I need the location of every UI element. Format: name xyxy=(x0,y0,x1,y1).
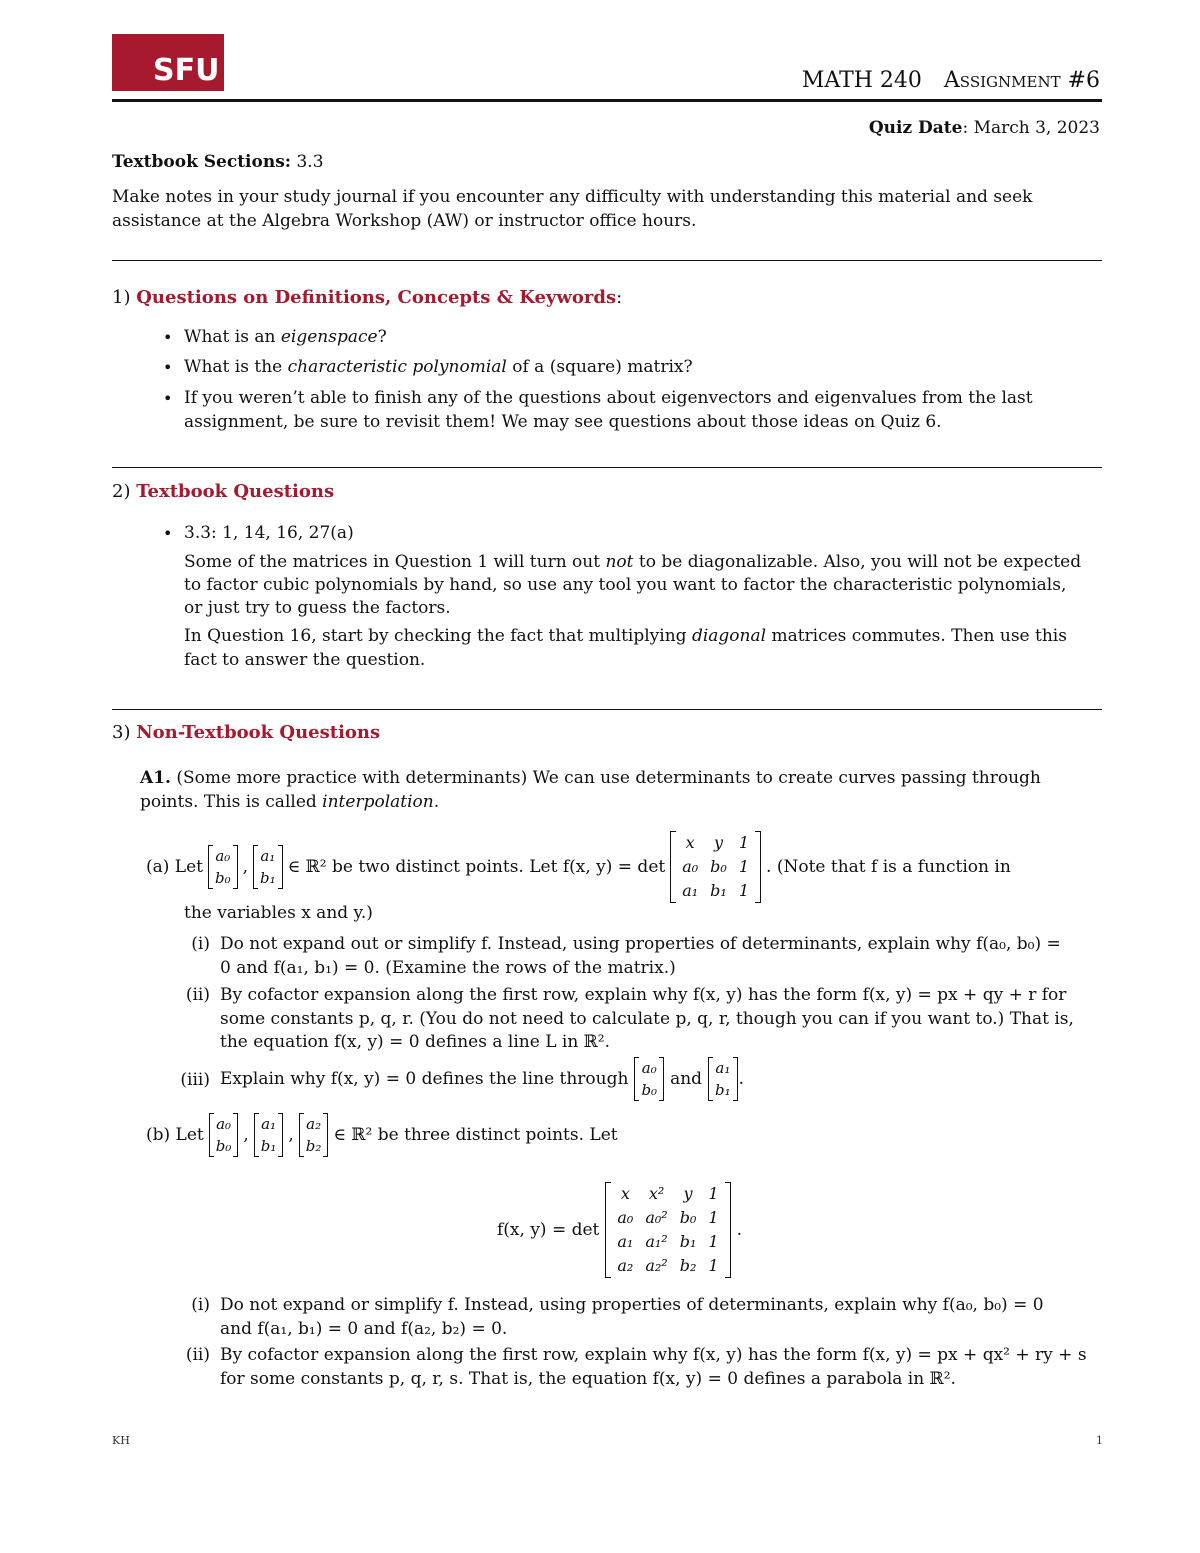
revisit-note-line-1: If you weren’t able to finish any of the questions about eigenvectors and eigenvalues from the last xyxy=(184,388,1033,408)
part-a-i-number: (i) xyxy=(191,934,210,954)
a1-line-2: points. This is called interpolation. xyxy=(140,792,440,812)
section-divider xyxy=(112,467,1102,468)
notes-line-1: Make notes in your study journal if you encounter any difficulty with understanding this material and seek xyxy=(112,187,1033,207)
quiz-date-label: Quiz Date xyxy=(868,118,963,138)
bullet-icon: • xyxy=(163,524,173,543)
part-a-i-line-2: 0 and f(a₁, b₁) = 0. (Examine the rows of the matrix.) xyxy=(220,958,676,978)
section-2-heading: 2) Textbook Questions xyxy=(112,481,335,502)
assignment-label: Assignment #6 xyxy=(943,68,1100,93)
a1-line-1: A1. (Some more practice with determinants) We can use determinants to create curves passing through xyxy=(140,768,1041,788)
part-a-i-line-1: Do not expand out or simplify f. Instead, using properties of determinants, explain why f(a₀, b₀) = xyxy=(220,934,1061,954)
a1-label: A1. xyxy=(140,768,171,788)
part-b-equation: f(x, y) = det x x² y 1 a₀ a₀² b₀ 1 a₁ a₁² b₁ 1 a₂ a₂² b₂ 1 . xyxy=(497,1182,742,1278)
part-a-ii-line-1: By cofactor expansion along the first row, explain why f(x, y) has the form f(x, y) = px + qy + r for xyxy=(220,985,1067,1005)
section-1-title: Questions on Definitions, Concepts & Keywords xyxy=(136,287,617,308)
textbook-sections xyxy=(112,152,324,172)
part-a-statement: (a) Let a₀ b₀ , a₁ b₁ ∈ ℝ² be two distinct points. Let f(x, y) = det x y 1 a₀ b₀ 1 a₁ b₁ 1 . (Note that f is a function in xyxy=(146,831,1011,903)
part-a-mid-text: ∈ ℝ² be two distinct points. Let f(x, y) = det xyxy=(287,857,666,877)
note-line: fact to answer the question. xyxy=(184,650,426,670)
section-1-title-suffix: : xyxy=(616,287,623,308)
part-a-ii-line-2: some constants p, q, r. (You do not need to calculate p, q, r, though you can if you want to.) That is, xyxy=(220,1009,1074,1029)
section-3-heading: 3) Non-Textbook Questions xyxy=(112,722,381,743)
matrix-a: x y 1 a₀ b₀ 1 a₁ b₁ 1 xyxy=(670,831,761,903)
part-a-line-2: the variables x and y.) xyxy=(184,903,373,923)
equation-lhs: f(x, y) = det xyxy=(497,1220,600,1240)
section-1-number: 1) xyxy=(112,287,131,308)
section-3-title: Non-Textbook Questions xyxy=(136,722,381,743)
bullet-icon: • xyxy=(163,358,173,377)
vector-a1: a₁ b₁ xyxy=(254,1113,284,1157)
part-b-post-text: ∈ ℝ² be three distinct points. Let xyxy=(333,1125,618,1145)
part-b-label: (b) Let xyxy=(146,1125,204,1145)
part-a-label: (a) Let xyxy=(146,857,203,877)
matrix-b: x x² y 1 a₀ a₀² b₀ 1 a₁ a₁² b₁ 1 a₂ a₂² b₂ 1 xyxy=(605,1182,730,1278)
part-b-ii-line-2: for some constants p, q, r, s. That is, the equation f(x, y) = 0 defines a parabola in ℝ². xyxy=(220,1369,956,1389)
note-line: or just try to guess the factors. xyxy=(184,598,451,618)
question-eigenspace: What is an eigenspace? xyxy=(184,327,387,347)
part-a-iii-line: Explain why f(x, y) = 0 defines the line through a₀ b₀ and a₁ b₁ . xyxy=(220,1059,745,1099)
section-1-heading xyxy=(112,287,622,308)
part-b-i-number: (i) xyxy=(191,1295,210,1315)
textbook-question-list: 3.3: 1, 14, 16, 27(a) xyxy=(184,523,354,543)
question-characteristic-polynomial: What is the characteristic polynomial of a (square) matrix? xyxy=(184,357,693,377)
vector-a0: a₀ b₀ xyxy=(209,1113,239,1157)
page-number: 1 xyxy=(1096,1434,1103,1447)
part-a-post-text: . (Note that f is a function in xyxy=(766,857,1011,877)
textbook-sections-value: 3.3 xyxy=(291,152,324,172)
page-header-title xyxy=(802,68,1100,93)
vector-a0: a₀ b₀ xyxy=(208,845,238,889)
section-divider xyxy=(112,260,1102,261)
part-b-ii-number: (ii) xyxy=(185,1345,210,1365)
section-divider xyxy=(112,709,1102,710)
header-rule xyxy=(112,99,1102,102)
note-line: In Question 16, start by checking the fact that multiplying diagonal matrices commutes. Then use this xyxy=(184,626,1067,646)
note-line: Some of the matrices in Question 1 will turn out not to be diagonalizable. Also, you will not be expected xyxy=(184,552,1082,572)
part-a-iii-number: (iii) xyxy=(180,1070,210,1090)
vector-a1: a₁ b₁ xyxy=(708,1057,738,1101)
part-a-ii-line-3: the equation f(x, y) = 0 defines a line L in ℝ². xyxy=(220,1032,611,1052)
vector-a2: a₂ b₂ xyxy=(299,1113,329,1157)
bullet-icon: • xyxy=(163,328,173,347)
quiz-date-value: : March 3, 2023 xyxy=(962,118,1100,138)
section-2-title: Textbook Questions xyxy=(136,481,335,502)
textbook-sections-label: Textbook Sections: xyxy=(112,152,292,172)
vector-a0: a₀ b₀ xyxy=(634,1057,664,1101)
part-a-ii-number: (ii) xyxy=(185,985,210,1005)
part-b-statement: (b) Let a₀ b₀ , a₁ b₁ , a₂ b₂ ∈ ℝ² be three distinct points. Let xyxy=(146,1115,618,1155)
quiz-date xyxy=(869,118,1100,138)
part-b-i-line-1: Do not expand or simplify f. Instead, using properties of determinants, explain why f(a₀, b₀) = 0 xyxy=(220,1295,1044,1315)
logo-text: SFU xyxy=(153,53,220,88)
sfu-logo xyxy=(112,34,224,91)
revisit-note-line-2: assignment, be sure to revisit them! We may see questions about those ideas on Quiz 6. xyxy=(184,412,942,432)
course-code: MATH 240 xyxy=(801,68,922,93)
part-b-i-line-2: and f(a₁, b₁) = 0 and f(a₂, b₂) = 0. xyxy=(220,1319,508,1339)
bullet-icon: • xyxy=(163,389,173,408)
vector-a1: a₁ b₁ xyxy=(253,845,283,889)
note-line: to factor cubic polynomials by hand, so use any tool you want to factor the characteristic polynomials, xyxy=(184,575,1067,595)
footer-initials: KH xyxy=(112,1434,130,1447)
part-b-ii-line-1: By cofactor expansion along the first row, explain why f(x, y) has the form f(x, y) = px + qx² + ry + s xyxy=(220,1345,1087,1365)
notes-line-2: assistance at the Algebra Workshop (AW) or instructor office hours. xyxy=(112,211,697,231)
